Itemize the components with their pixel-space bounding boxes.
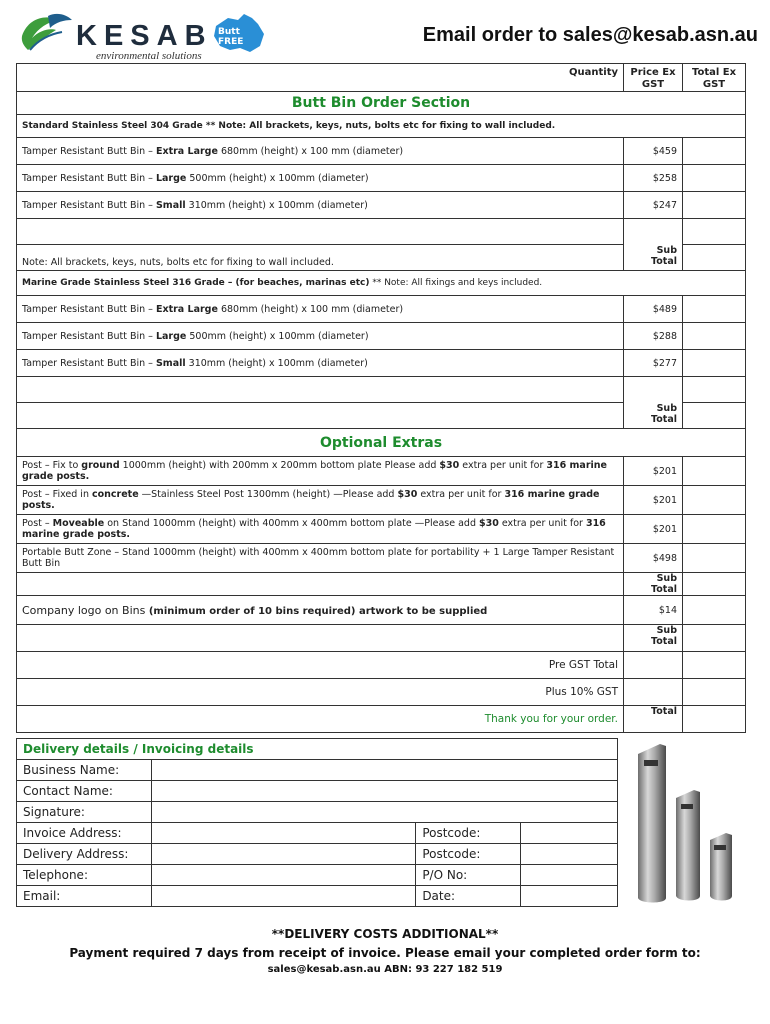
table-row (17, 486, 746, 515)
steel-304-title: Standard Stainless Steel 304 Grade ** Note: All brackets, keys, nuts, bolts etc for fixing to wall included. (17, 115, 746, 138)
table-row (17, 515, 746, 544)
item-desc: Tamper Resistant Butt Bin – Large 500mm (height) x 100mm (diameter) (17, 323, 624, 350)
payment-terms: Payment required 7 days from receipt of invoice. Please email your completed order form to: (69, 946, 701, 960)
po-number-label: P/O No: (416, 865, 520, 886)
table-row (17, 706, 746, 733)
item-desc: Post – Fix to ground 1000mm (height) with 200mm x 200mm bottom plate Please add $30 extra per unit for 316 marine grade posts. (17, 457, 624, 486)
item-price: $277 (624, 350, 683, 377)
delivery-heading: Delivery details / Invoicing details (17, 739, 618, 760)
total-input[interactable] (683, 192, 746, 219)
total-input[interactable] (683, 544, 746, 573)
item-price: $14 (624, 596, 683, 625)
total-input[interactable] (683, 350, 746, 377)
gst-label: Plus 10% GST (17, 679, 624, 706)
item-desc: Post – Fixed in concrete —Stainless Steel Post 1300mm (height) —Please add $30 extra per unit for 316 marine grade posts. (17, 486, 624, 515)
total-ex-gst-header: Total Ex GST (683, 64, 746, 92)
email-label: Email: (17, 886, 152, 907)
subtotal-label: Sub Total (624, 245, 683, 271)
table-row (17, 403, 746, 429)
subtotal-label: Sub Total (624, 403, 683, 429)
steel-304-note: Note: All brackets, keys, nuts, bolts etc for fixing to wall included. (17, 245, 624, 271)
subtotal-input[interactable] (683, 573, 746, 596)
item-desc: Tamper Resistant Butt Bin – Small 310mm (height) x 100mm (diameter) (17, 192, 624, 219)
total-label: Total (624, 706, 683, 733)
table-row (17, 377, 746, 403)
optional-extras-heading: Optional Extras (17, 429, 746, 457)
table-row (17, 573, 746, 596)
quantity-header: Quantity (555, 64, 624, 92)
telephone-label: Telephone: (17, 865, 152, 886)
table-row (17, 625, 746, 652)
business-name-label: Business Name: (17, 760, 152, 781)
steel-316-title: Marine Grade Stainless Steel 316 Grade – (for beaches, marinas etc) ** Note: All fixings and keys included. (17, 271, 746, 296)
table-row (17, 457, 746, 486)
table-row (17, 596, 746, 625)
table-row (17, 219, 746, 245)
table-row (17, 296, 746, 323)
table-row (17, 192, 746, 219)
date-field[interactable] (520, 886, 617, 907)
subtotal-input[interactable] (683, 403, 746, 429)
brand-tagline: environmental solutions (96, 50, 202, 62)
postcode-label: Postcode: (416, 844, 520, 865)
column-header-row (17, 64, 746, 92)
invoice-address-field[interactable] (152, 823, 416, 844)
table-row (17, 138, 746, 165)
signature-field[interactable] (152, 802, 618, 823)
email-order-title: Email order to sales@kesab.asn.au (422, 24, 758, 46)
butt-free-badge (210, 12, 268, 54)
delivery-address-field[interactable] (152, 844, 416, 865)
kesab-logo (18, 10, 213, 62)
contact-name-field[interactable] (152, 781, 618, 802)
delivery-details-table (16, 738, 618, 907)
telephone-field[interactable] (152, 865, 416, 886)
subtotal-input[interactable] (683, 245, 746, 271)
signature-label: Signature: (17, 802, 152, 823)
delivery-address-label: Delivery Address: (17, 844, 152, 865)
table-row (17, 544, 746, 573)
subtotal-label: Sub Total (624, 625, 683, 652)
item-desc: Tamper Resistant Butt Bin – Large 500mm (height) x 100mm (diameter) (17, 165, 624, 192)
postcode-label: Postcode: (416, 823, 520, 844)
total-input[interactable] (683, 323, 746, 350)
thank-you-note: Thank you for your order. (17, 706, 624, 733)
item-desc: Tamper Resistant Butt Bin – Extra Large 680mm (height) x 100 mm (diameter) (17, 138, 624, 165)
invoice-address-label: Invoice Address: (17, 823, 152, 844)
pre-gst-total-label: Pre GST Total (17, 652, 624, 679)
company-logo-item: Company logo on Bins (minimum order of 10 bins required) artwork to be supplied (17, 596, 624, 625)
item-price: $459 (624, 138, 683, 165)
total-input[interactable] (683, 296, 746, 323)
table-row (17, 323, 746, 350)
item-price: $258 (624, 165, 683, 192)
item-price: $201 (624, 515, 683, 544)
postcode-field[interactable] (520, 823, 617, 844)
table-row (17, 165, 746, 192)
item-price: $201 (624, 486, 683, 515)
po-number-field[interactable] (520, 865, 617, 886)
date-label: Date: (416, 886, 520, 907)
total-input[interactable] (683, 138, 746, 165)
item-price: $498 (624, 544, 683, 573)
item-price: $288 (624, 323, 683, 350)
table-row (17, 652, 746, 679)
item-desc: Post – Moveable on Stand 1000mm (height) with 400mm x 400mm bottom plate —Please add $30 extra per unit for 316 marine grade posts. (17, 515, 624, 544)
delivery-costs-note: **DELIVERY COSTS ADDITIONAL** (271, 927, 499, 941)
butt-bins-image (630, 738, 758, 908)
order-table (16, 63, 746, 733)
butt-bin-section-heading: Butt Bin Order Section (17, 92, 746, 115)
subtotal-label: Sub Total (624, 573, 683, 596)
item-price: $489 (624, 296, 683, 323)
total-input[interactable] (683, 515, 746, 544)
total-input[interactable] (683, 486, 746, 515)
table-row (17, 679, 746, 706)
item-desc: Portable Butt Zone – Stand 1000mm (height) with 400mm x 400mm bottom plate for portability + 1 Large Tamper Resistant Butt Bin (17, 544, 624, 573)
email-field[interactable] (152, 886, 416, 907)
gst-input[interactable] (683, 679, 746, 706)
pre-gst-total-input[interactable] (683, 652, 746, 679)
item-price: $247 (624, 192, 683, 219)
item-desc: Tamper Resistant Butt Bin – Extra Large 680mm (height) x 100 mm (diameter) (17, 296, 624, 323)
brand-name: KESAB (76, 20, 213, 52)
business-name-field[interactable] (152, 760, 618, 781)
price-ex-gst-header: Price Ex GST (624, 64, 683, 92)
subtotal-input[interactable] (683, 625, 746, 652)
postcode-field[interactable] (520, 844, 617, 865)
total-input[interactable] (683, 165, 746, 192)
leaf-icon (18, 10, 74, 58)
item-price: $201 (624, 457, 683, 486)
badge-text: Butt FREE (218, 27, 244, 47)
table-row (17, 350, 746, 377)
total-grand-input[interactable] (683, 706, 746, 733)
table-row (17, 245, 746, 271)
contact-abn: sales@kesab.asn.au ABN: 93 227 182 519 (267, 964, 503, 975)
item-desc: Tamper Resistant Butt Bin – Small 310mm (height) x 100mm (diameter) (17, 350, 624, 377)
total-input[interactable] (683, 457, 746, 486)
contact-name-label: Contact Name: (17, 781, 152, 802)
total-input[interactable] (683, 596, 746, 625)
